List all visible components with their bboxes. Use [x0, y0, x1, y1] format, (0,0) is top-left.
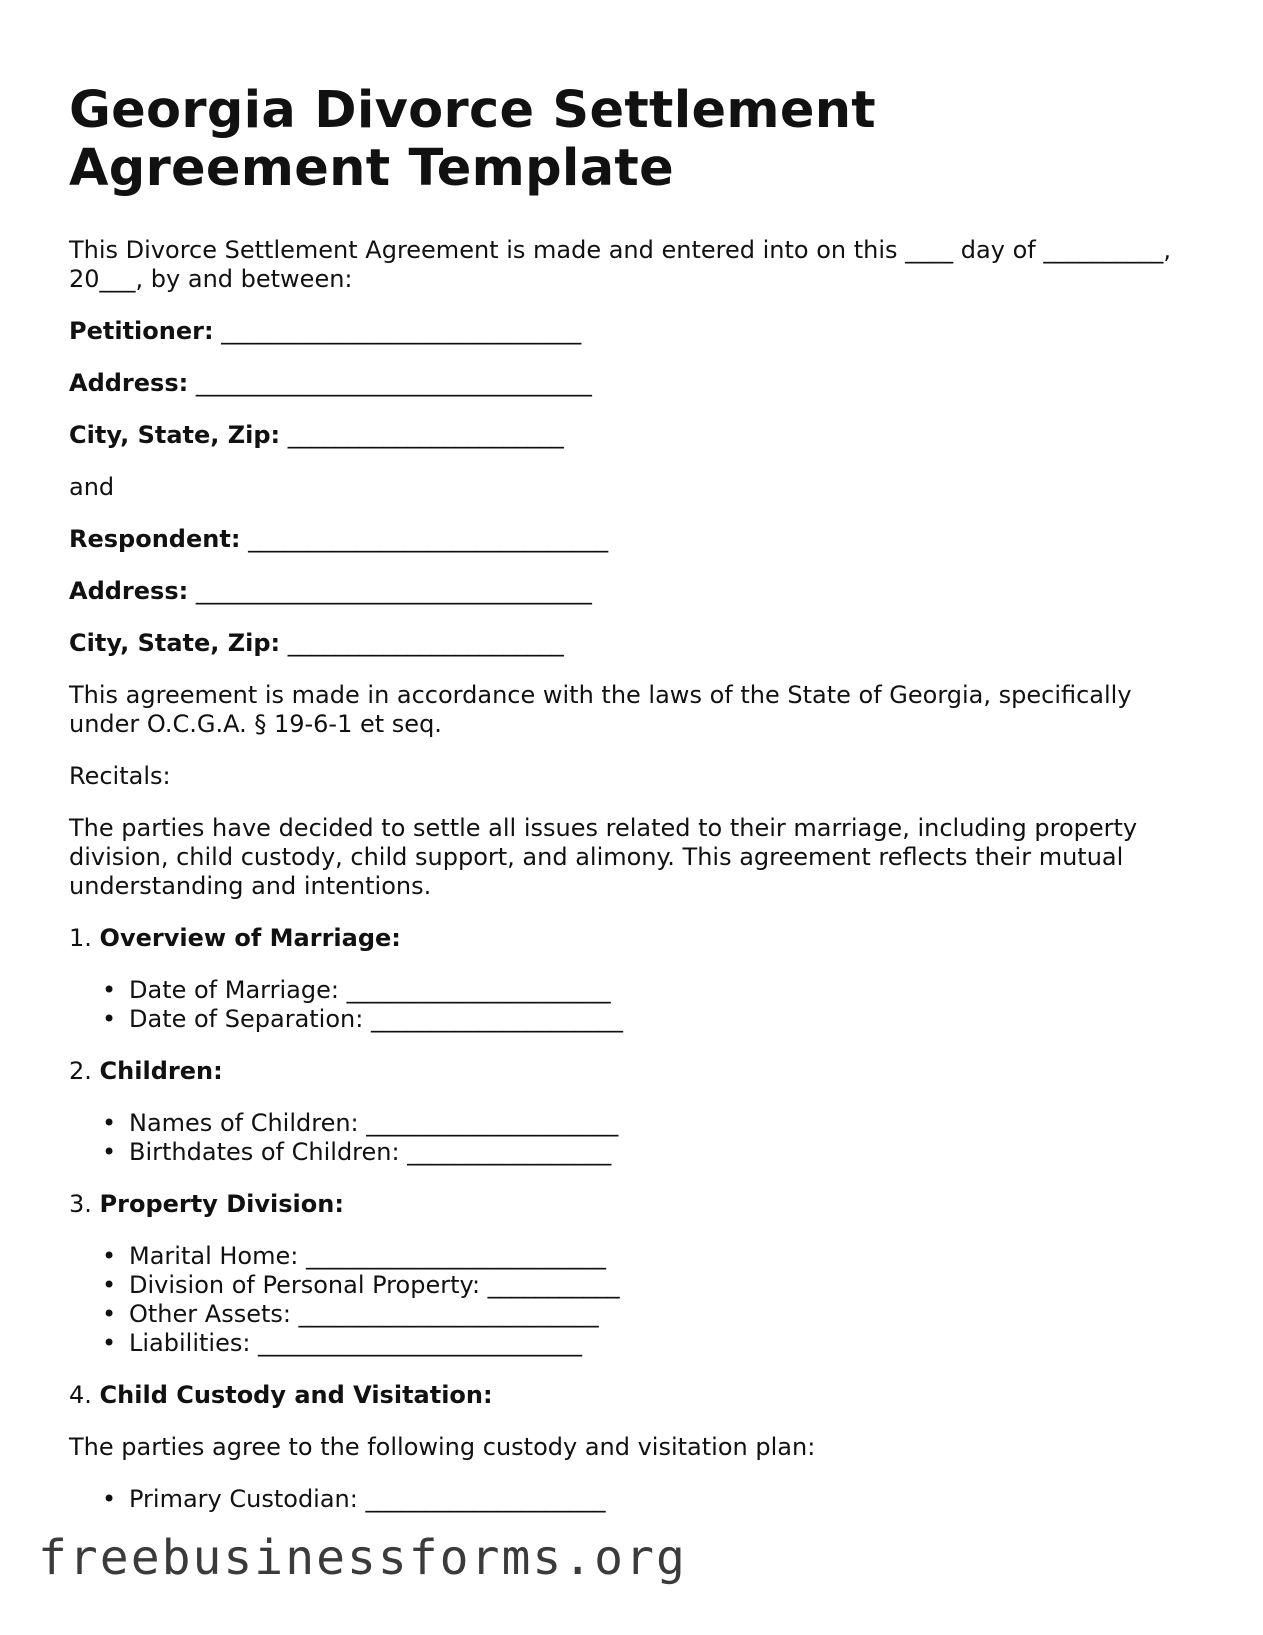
law-paragraph: This agreement is made in accordance with the laws of the State of Georgia, specifically under O.C.G.A. § 19-6-1 et seq.: [69, 681, 1132, 738]
respondent-name-field: [69, 525, 1189, 554]
document-title: Georgia Divorce Settlement Agreement Template: [69, 81, 876, 198]
section-item-list: [69, 1485, 1189, 1514]
bullet-icon: •: [102, 1329, 117, 1357]
section-item-list: [69, 1242, 1189, 1358]
blank-line: _________________________________: [195, 577, 592, 605]
and-text: and: [69, 473, 115, 501]
section-title: Child Custody and Visitation:: [99, 1381, 493, 1409]
list-item: • Division of Personal Property: ___________: [102, 1271, 620, 1299]
field-label: Respondent:: [69, 525, 241, 553]
blank-line: _______________________: [287, 421, 564, 449]
list-item: • Marital Home: _________________________: [102, 1242, 606, 1270]
field-label: Petitioner:: [69, 317, 214, 345]
recitals-label: Recitals:: [69, 762, 171, 790]
respondent-address-field: [69, 577, 1189, 606]
section-title: Overview of Marriage:: [99, 924, 401, 952]
petitioner-address-field: [69, 369, 1189, 398]
bullet-icon: •: [102, 1300, 117, 1328]
section-overview-of-marriage: [69, 924, 1189, 953]
bullet-icon: •: [102, 976, 117, 1004]
section-title: Property Division:: [99, 1190, 344, 1218]
list-item: • Date of Marriage: ______________________: [102, 976, 611, 1004]
section-number: 4.: [69, 1381, 92, 1409]
section-number: 1.: [69, 924, 92, 952]
list-item: • Liabilities: ___________________________: [102, 1329, 583, 1357]
field-label: Address:: [69, 577, 189, 605]
list-item: • Date of Separation: _____________________: [102, 1005, 623, 1033]
blank-line: _______________________: [287, 629, 564, 657]
field-label: Address:: [69, 369, 189, 397]
bullet-icon: •: [102, 1005, 117, 1033]
watermark-text: freebusinessforms.org: [38, 1530, 687, 1586]
section-children: [69, 1057, 1189, 1086]
recitals-paragraph: The parties have decided to settle all issues related to their marriage, including property division, child custody, child support, and alimony. This agreement reflects their mutual understanding and intentions.: [69, 814, 1138, 900]
list-item: • Birthdates of Children: _________________: [102, 1138, 612, 1166]
section-item-list: [69, 1109, 1189, 1167]
list-item: • Other Assets: _________________________: [102, 1300, 599, 1328]
field-label: City, State, Zip:: [69, 629, 281, 657]
section-property-division: [69, 1190, 1189, 1219]
document-page: [69, 82, 1189, 1514]
list-item: • Names of Children: _____________________: [102, 1109, 619, 1137]
bullet-icon: •: [102, 1109, 117, 1137]
custody-intro: The parties agree to the following custody and visitation plan:: [69, 1433, 816, 1461]
list-item: • Primary Custodian: ____________________: [102, 1485, 606, 1513]
blank-line: ______________________________: [248, 525, 609, 553]
petitioner-city-field: [69, 421, 1189, 450]
petitioner-name-field: [69, 317, 1189, 346]
field-label: City, State, Zip:: [69, 421, 281, 449]
bullet-icon: •: [102, 1242, 117, 1270]
section-item-list: [69, 976, 1189, 1034]
bullet-icon: •: [102, 1271, 117, 1299]
bullet-icon: •: [102, 1138, 117, 1166]
blank-line: _________________________________: [195, 369, 592, 397]
section-number: 2.: [69, 1057, 92, 1085]
respondent-city-field: [69, 629, 1189, 658]
section-number: 3.: [69, 1190, 92, 1218]
intro-paragraph: This Divorce Settlement Agreement is made and entered into on this ____ day of __________, 20___, by and between:: [69, 236, 1171, 293]
bullet-icon: •: [102, 1485, 117, 1513]
section-child-custody: [69, 1381, 1189, 1410]
blank-line: ______________________________: [221, 317, 582, 345]
section-title: Children:: [99, 1057, 223, 1085]
